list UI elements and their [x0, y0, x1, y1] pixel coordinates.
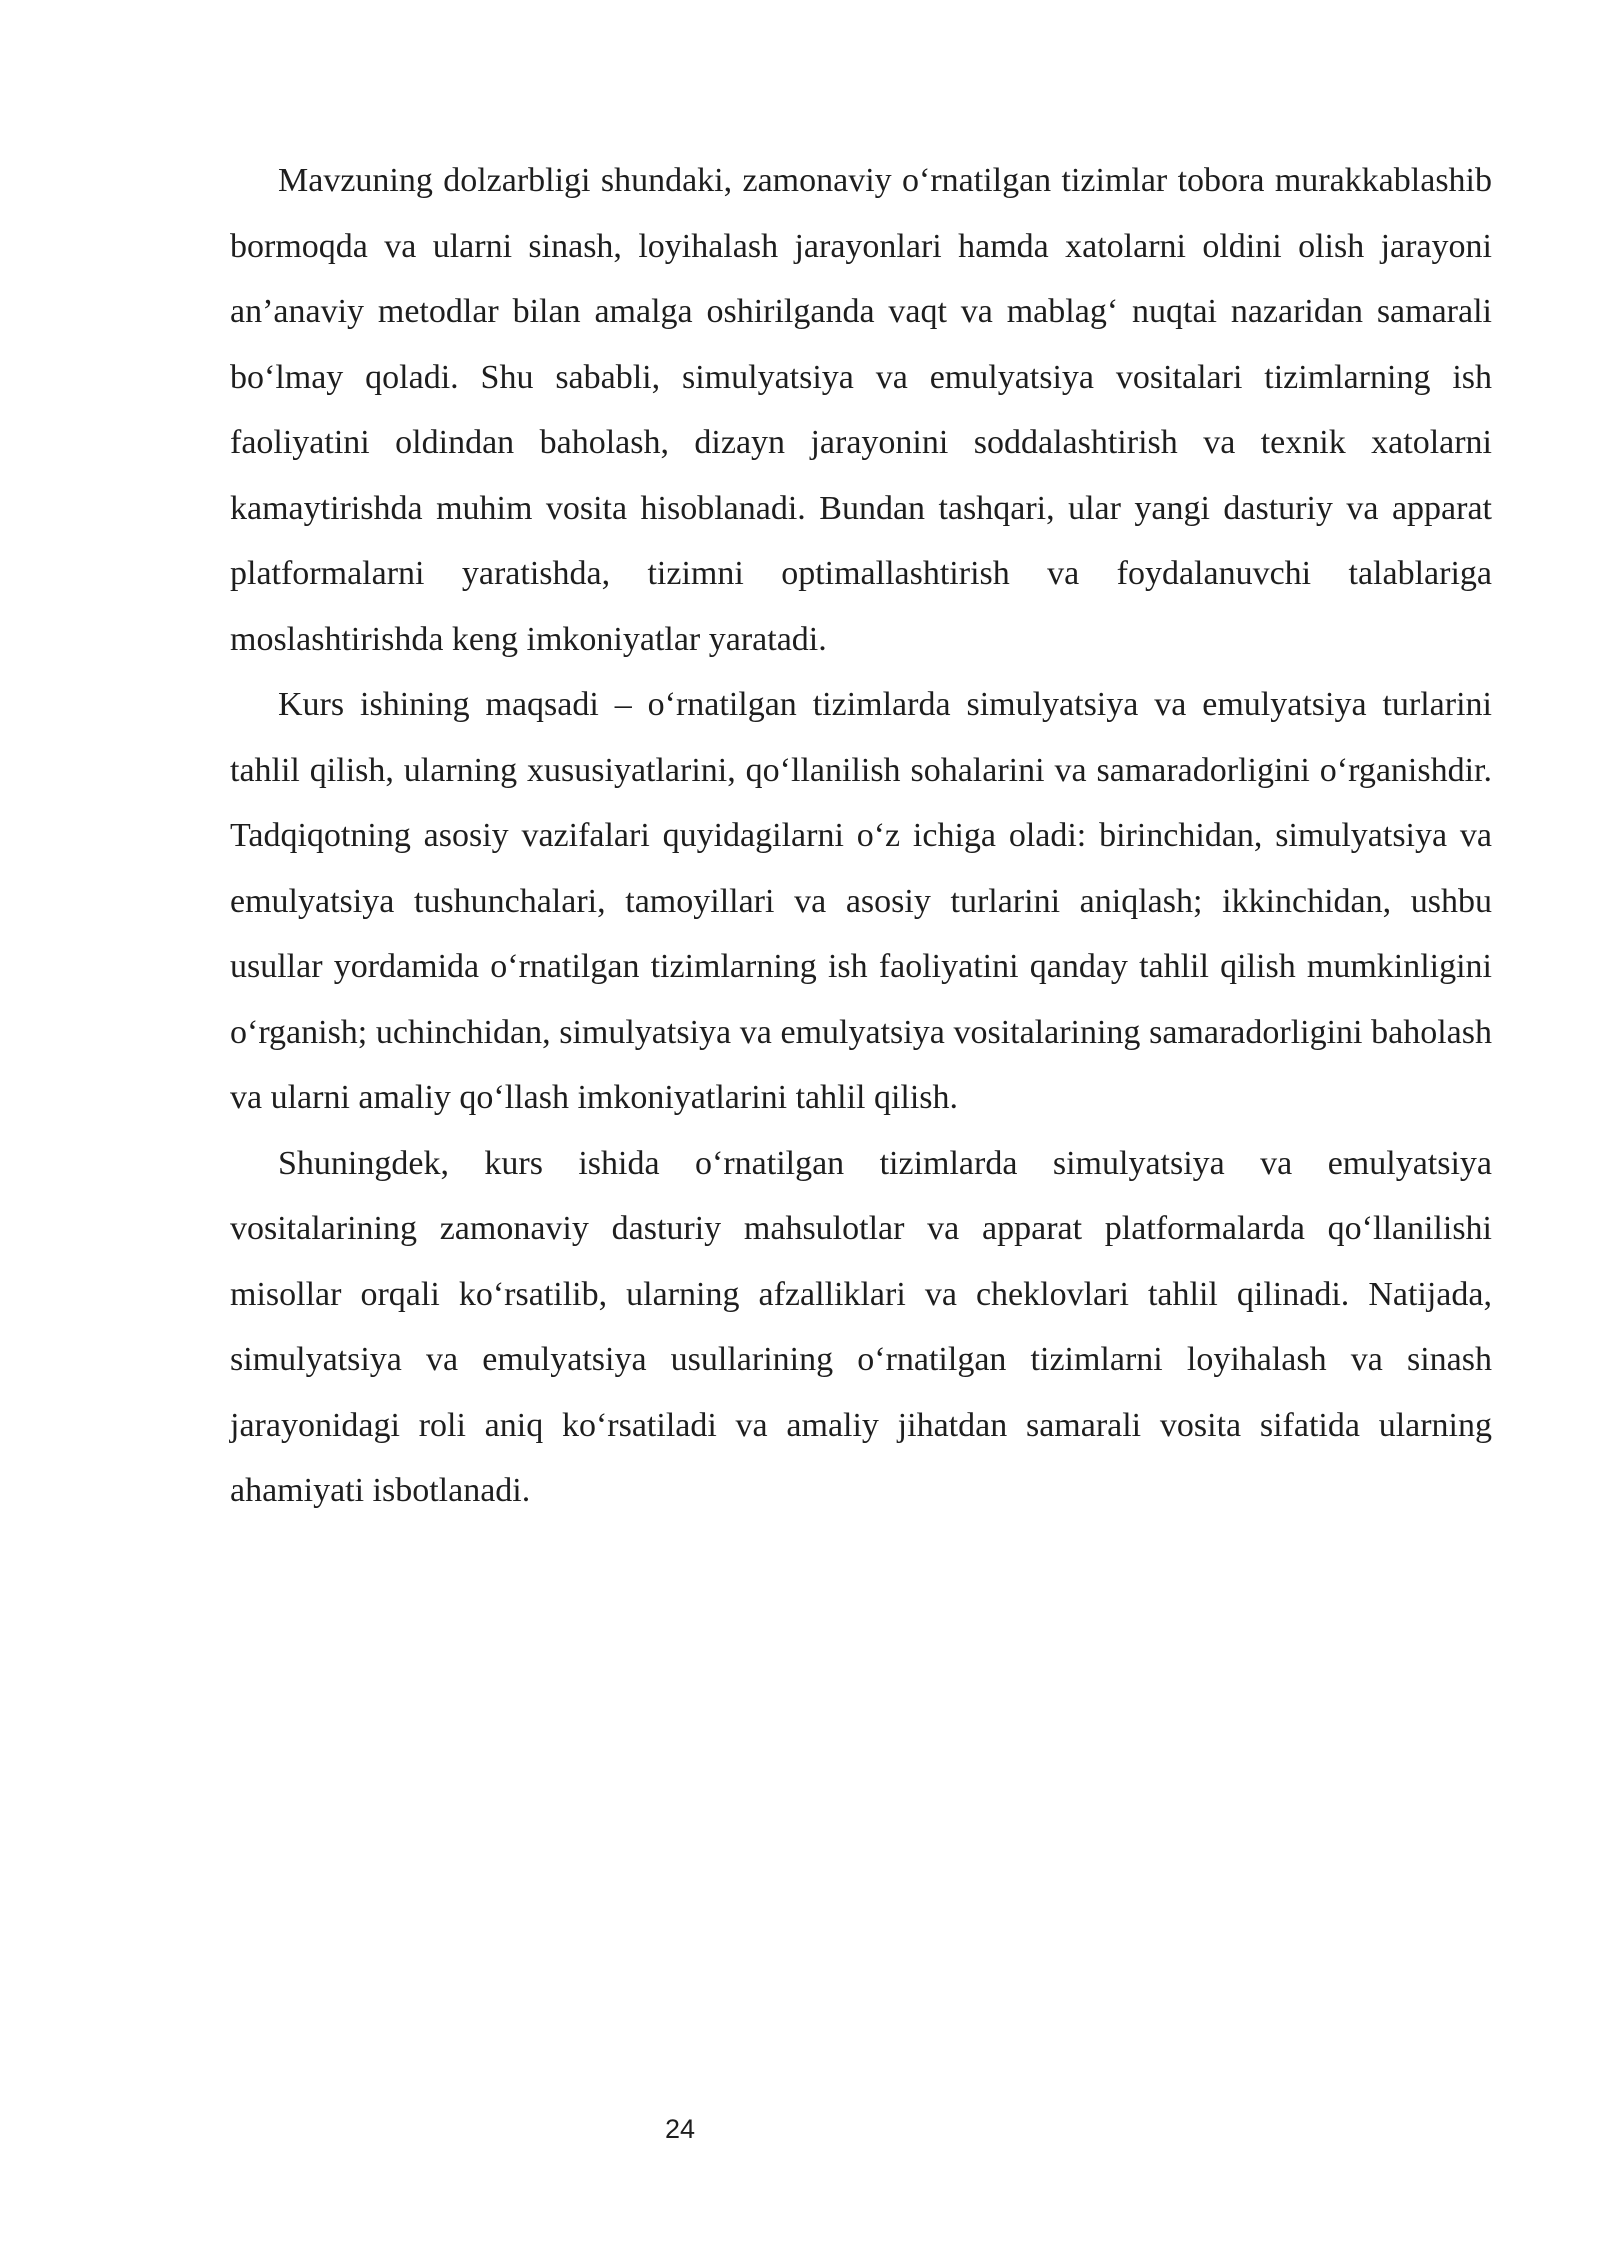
paragraph-conclusion: Shuningdek, kurs ishida o‘rnatilgan tizimlarda simulyatsiya va emulyatsiya vositalarining zamonaviy dasturiy mahsulotlar va apparat platformalarda qo‘llanilishi misollar orqali ko‘rsatilib, ularning afzalliklari va cheklovlari tahlil qilinadi. Natijada, simulyatsiya va emulyatsiya usullarining o‘rnatilgan tizimlarni loyihalash va sinash jarayonidagi roli aniq ko‘rsatiladi va amaliy jihatdan samarali vosita sifatida ularning ahamiyati isbotlanadi.	[230, 1144, 1492, 1509]
body-text	[230, 148, 1492, 1524]
page-number: 24	[664, 2114, 696, 2144]
paragraph-aim: Kurs ishining maqsadi – o‘rnatilgan tizimlarda simulyatsiya va emulyatsiya turlarini tahlil qilish, ularning xususiyatlarini, qo‘llanilish sohalarini va samaradorligini o‘rganishdir. Tadqiqotning asosiy vazifalari quyidagilarni o‘z ichiga oladi: birinchidan, simulyatsiya va emulyatsiya tushunchalari, tamoyillari va asosiy turlarini aniqlash; ikkinchidan, ushbu usullar yordamida o‘rnatilgan tizimlarning ish faoliyatini qanday tahlil qilish mumkinligini o‘rganish; uchinchidan, simulyatsiya va emulyatsiya vositalarining samaradorligini baholash va ularni amaliy qo‘llash imkoniyatlarini tahlil qilish.	[230, 686, 1492, 1116]
paragraph-relevance: Mavzuning dolzarbligi shundaki, zamonaviy o‘rnatilgan tizimlar tobora murakkablashib bormoqda va ularni sinash, loyihalash jarayonlari hamda xatolarni oldini olish jarayoni an’anaviy metodlar bilan amalga oshirilganda vaqt va mablag‘ nuqtai nazaridan samarali bo‘lmay qoladi. Shu sababli, simulyatsiya va emulyatsiya vositalari tizimlarning ish faoliyatini oldindan baholash, dizayn jarayonini soddalashtirish va texnik xatolarni kamaytirishda muhim vosita hisoblanadi. Bundan tashqari, ular yangi dasturiy va apparat platformalarni yaratishda, tizimni optimallashtirish va foydalanuvchi talablariga moslashtirishda keng imkoniyatlar yaratadi.	[230, 162, 1492, 658]
